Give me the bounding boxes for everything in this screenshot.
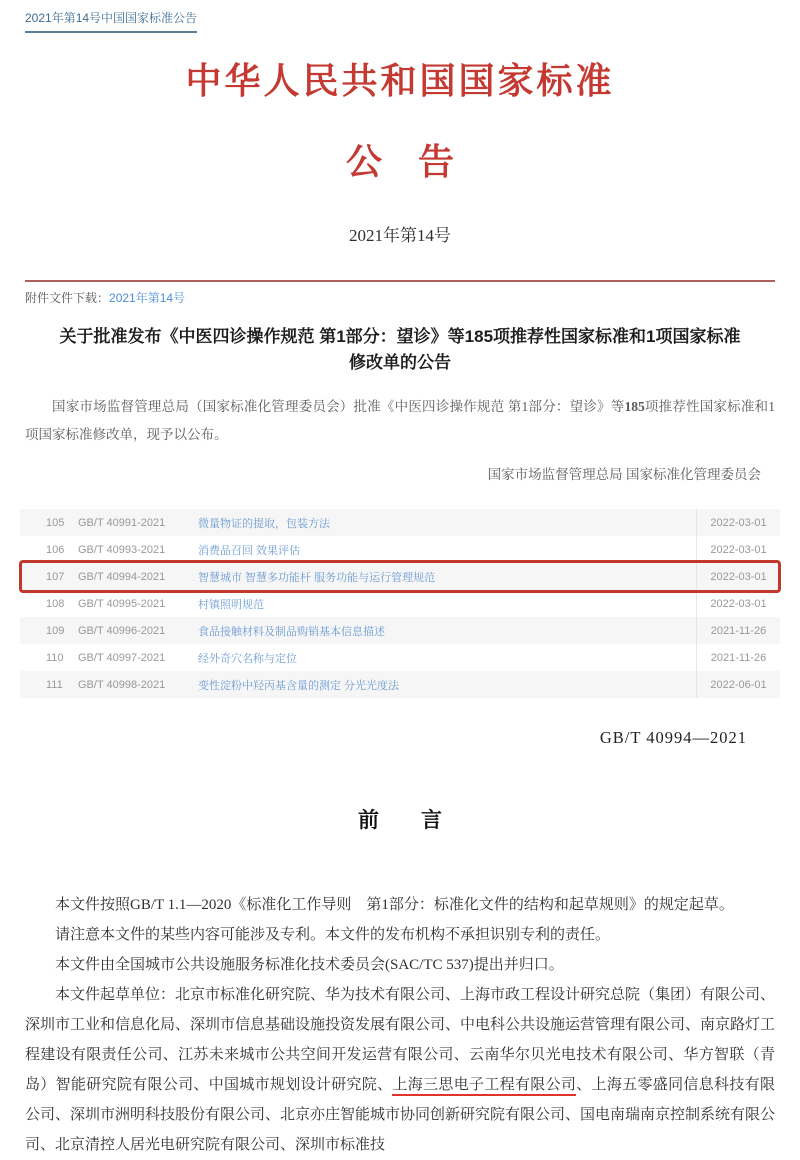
row-index: 110: [46, 651, 64, 664]
standard-code: GB/T 40997-2021: [78, 651, 166, 664]
foreword-body: [25, 890, 775, 1160]
foreword-title: 前 言: [358, 808, 442, 833]
table-row: [20, 590, 780, 617]
approval-heading: 关于批准发布《中医四诊操作规范 第1部分：望诊》等185项推荐性国家标准和1项国家标准修改单的公告: [59, 327, 741, 373]
table-row: [20, 509, 780, 536]
announcement-page: [0, 0, 800, 483]
implementation-date: 2021-11-26: [696, 644, 780, 671]
table-row: [20, 671, 780, 698]
approval-body-text: 国家市场监督管理总局（国家标准化管理委员会）批准《中医四诊操作规范 第1部分：望诊》等: [52, 398, 625, 414]
attachment-download-link[interactable]: 2021年第14号: [109, 291, 186, 305]
standard-code: GB/T 40998-2021: [78, 678, 166, 691]
foreword-paragraph: 本文件按照GB/T 1.1—2020《标准化工作导则 第1部分：标准化文件的结构和起草规则》的规定起草。: [55, 897, 734, 914]
implementation-date: 2021-11-26: [696, 617, 780, 644]
row-index: 108: [46, 597, 65, 610]
standard-code: GB/T 40996-2021: [78, 624, 166, 637]
implementation-date: 2022-03-01: [696, 536, 780, 563]
standard-code: GB/T 40994-2021: [78, 570, 166, 583]
standard-doc-number: GB/T 40994—2021: [599, 728, 747, 748]
approval-body-count: 185: [624, 398, 645, 414]
row-index: 109: [46, 624, 65, 637]
standards-table: [20, 509, 780, 698]
approval-body: [25, 393, 775, 450]
row-index: 106: [46, 543, 65, 556]
document-title-gonggao: 公 告: [345, 142, 454, 182]
section-divider: [25, 280, 775, 282]
standard-code: GB/T 40993-2021: [78, 543, 166, 556]
drafters-text: 本文件起草单位：北京市标准化研究院、华为技术有限公司、上海市政工程设计研究总院（集团）有限公司、深圳市工业和信息化局、深圳市信息基础设施投资发展有限公司、中电科公共设施运营管理有限公司、南京路灯工程建设有限责任公司、江苏未来城市公共空间开发运营有限公司、云南华尔贝光电技术有限公司、华方智联（青岛）智能研究院有限公司、中国城市规划设计研究院、: [25, 987, 776, 1094]
document-title: 中华人民共和国国家标准: [185, 61, 615, 101]
standard-code: GB/T 40995-2021: [78, 597, 166, 610]
standard-name-link[interactable]: 经外奇穴名称与定位: [198, 652, 297, 665]
foreword-paragraph: 请注意本文件的某些内容可能涉及专利。本文件的发布机构不承担识别专利的责任。: [55, 927, 611, 944]
table-row: [20, 617, 780, 644]
implementation-date: 2022-03-01: [696, 563, 780, 590]
issue-number: 2021年第14号: [349, 226, 451, 245]
highlighted-company-name: 上海三思电子工程有限公司: [392, 1077, 576, 1096]
standard-name-link[interactable]: 消费品召回 效果评估: [198, 544, 301, 557]
table-row: [20, 536, 780, 563]
table-row-highlighted: [20, 563, 780, 590]
standard-name-link[interactable]: 变性淀粉中羟丙基含量的测定 分光光度法: [198, 679, 400, 692]
standard-document-section: [0, 728, 800, 1160]
attachment-label: 附件文件下载：: [25, 291, 110, 305]
foreword-paragraph-drafters: [25, 980, 775, 1160]
standard-name-link[interactable]: 村镇照明规范: [198, 598, 264, 611]
attachment-download-row: [25, 289, 775, 306]
foreword-paragraph: 本文件由全国城市公共设施服务标准化技术委员会(SAC/TC 537)提出并归口。: [55, 957, 564, 974]
standard-name-link[interactable]: 微量物证的提取，包装方法: [198, 517, 330, 530]
standard-name-link[interactable]: 食品接触材料及制品购销基本信息描述: [198, 625, 385, 638]
table-row: [20, 644, 780, 671]
issuing-authority-signature: 国家市场监督管理总局 国家标准化管理委员会: [487, 467, 761, 483]
drafters-text-tail: 、上海五零盛同信息科技有限公司、深圳市洲明科技股份有限公司、北京亦庄智能城市协同创新研究院有限公司、国电南瑞南京控制系统有限公司、北京清控人居光电研究院有限公司、深圳市标准技: [25, 1077, 776, 1154]
row-index: 105: [46, 516, 65, 529]
standard-code: GB/T 40991-2021: [78, 516, 166, 529]
approval-body-tail: 项推荐性国家标准和1项国家标准修改单，现予以公布。: [25, 398, 776, 443]
breadcrumb-announcement-link[interactable]: 2021年第14号中国国家标准公告: [25, 9, 197, 33]
implementation-date: 2022-06-01: [696, 671, 780, 698]
standard-name-link[interactable]: 智慧城市 智慧多功能杆 服务功能与运行管理规范: [198, 571, 436, 584]
row-index: 107: [46, 570, 65, 583]
row-index: 111: [46, 678, 63, 691]
implementation-date: 2022-03-01: [696, 590, 780, 617]
implementation-date: 2022-03-01: [696, 509, 780, 536]
